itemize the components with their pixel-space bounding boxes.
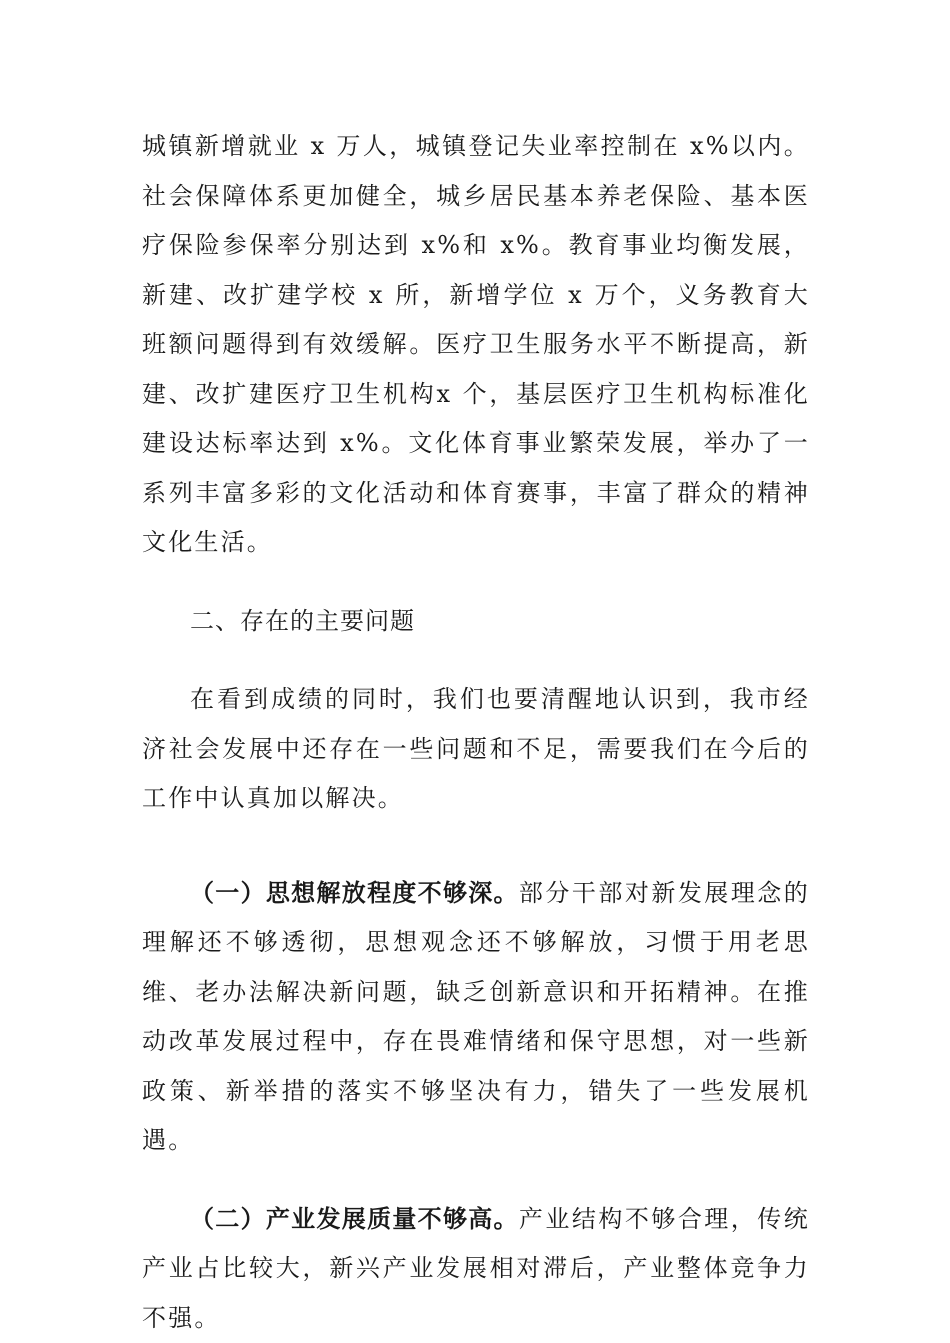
paragraph-achievements: 城镇新增就业 x 万人，城镇登记失业率控制在 x%以内。社会保障体系更加健全，城乡居民基本养老保险、基本医疗保险参保率分别达到 x%和 x%。教育事业均衡发展，新建、改扩建学校 x 所，新增学位 x 万个，义务教育大班额问题得到有效缓解。医疗卫生服务水平不断提高，新建、改扩建医疗卫生机构x 个，基层医疗卫生机构标准化建设达标率达到 x%。文化体育事业繁荣发展，举办了一系列丰富多彩的文化活动和体育赛事，丰富了群众的精神文化生活。 bbox=[142, 122, 810, 568]
spacer bbox=[142, 824, 810, 869]
section-heading: 二、存在的主要问题 bbox=[142, 597, 810, 647]
problem-item-1-body: 部分干部对新发展理念的理解还不够透彻，思想观念还不够解放，习惯于用老思维、老办法解决新问题，缺乏创新意识和开拓精神。在推动改革发展过程中，存在畏难情绪和保守思想，对一些新政策、新举措的落实不够坚决有力，错失了一些发展机遇。 bbox=[142, 879, 810, 1155]
paragraph-intro-problems: 在看到成绩的同时，我们也要清醒地认识到，我市经济社会发展中还存在一些问题和不足，需要我们在今后的工作中认真加以解决。 bbox=[142, 675, 810, 824]
spacer bbox=[142, 646, 810, 675]
spacer bbox=[142, 1166, 810, 1195]
spacer bbox=[142, 568, 810, 597]
problem-item-1 bbox=[142, 869, 810, 1166]
problem-item-2 bbox=[142, 1195, 810, 1343]
problem-item-2-body: 产业结构不够合理，传统产业占比较大，新兴产业发展相对滞后，产业整体竞争力不强。 bbox=[142, 1205, 810, 1332]
problem-item-1-lead: （一）思想解放程度不够深。 bbox=[190, 879, 519, 907]
document-page bbox=[142, 122, 810, 1343]
problem-item-2-lead: （二）产业发展质量不够高。 bbox=[190, 1205, 519, 1233]
